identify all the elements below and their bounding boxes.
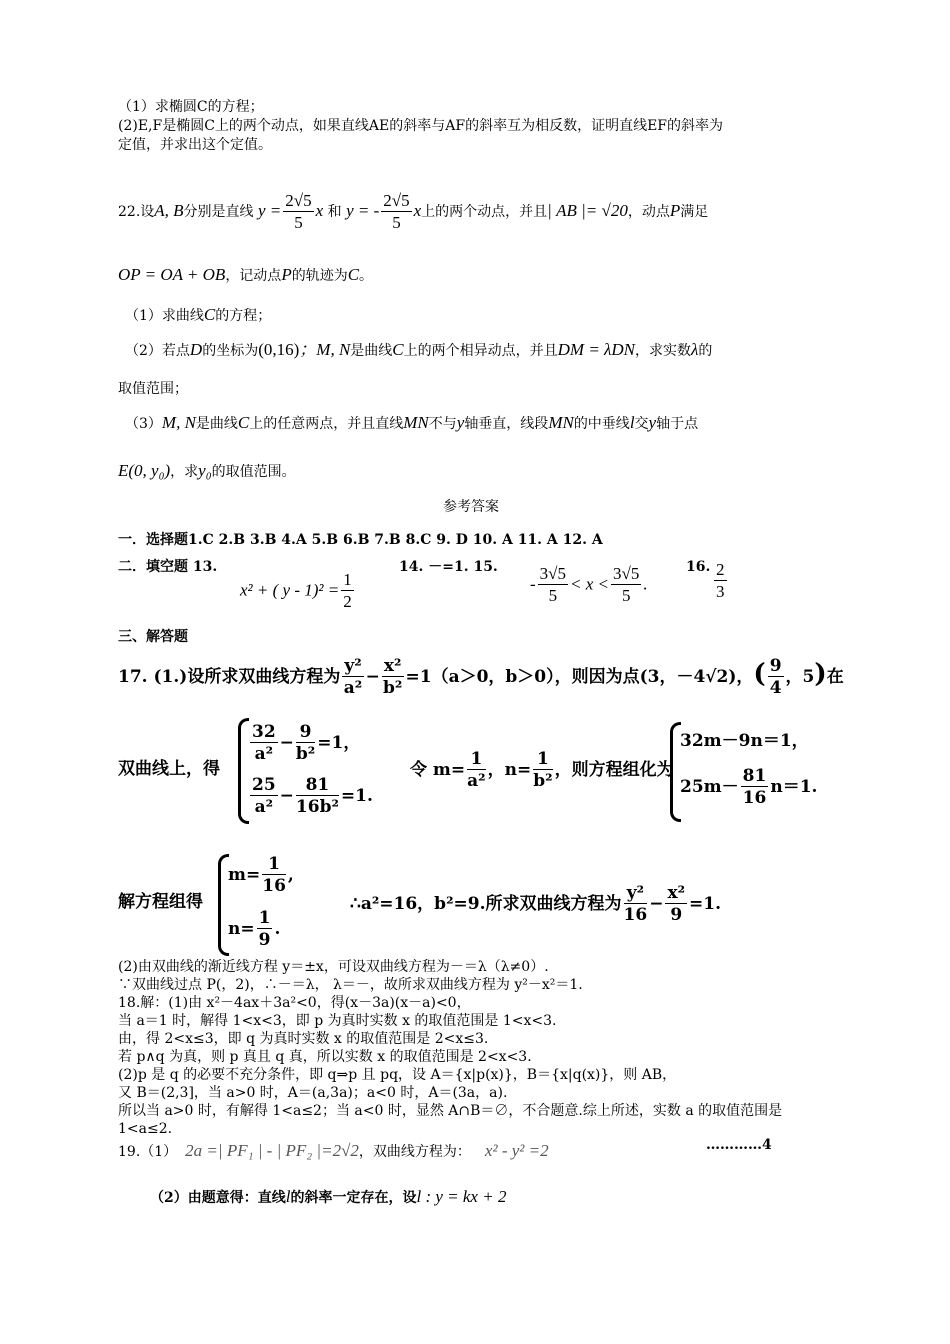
q19-eq1: 2a =| PF₁ | - | PF₂ |=2√2 <box>185 1141 359 1160</box>
a15-ineq: - $\frac{3√5}{5}$ < x < $\frac{3√5}{5}$ . <box>530 564 648 605</box>
q22-frac1: $\frac{2√5}{5}$ <box>285 190 312 232</box>
system2-row1: 32m－9n＝1， <box>680 731 809 751</box>
q22-t5: 满足 <box>680 204 709 220</box>
q22-label: 22.设 <box>118 204 155 220</box>
q21-part2-line2: 定值，并求出这个定值。 <box>118 137 272 153</box>
answers-title: 参考答案 <box>443 499 499 515</box>
q18-line4: 若 p∧q 为真，则 p 真且 q 真，所以实数 x 的取值范围是 2<x<3. <box>118 1049 532 1065</box>
q18-line1: 18.解：(1)由 x²－4ax＋3a²<0，得(x－3a)(x－a)<0， <box>118 995 471 1011</box>
a13-eq: x² + ( y - 1)² = $\frac{1}{2}$ <box>240 570 352 611</box>
q22-part2-end: 取值范围； <box>118 381 188 397</box>
q22-d-coord: (0,16) <box>258 340 300 359</box>
solve-label: 三、解答题 <box>118 629 188 645</box>
q22-dm-eq: DM = λDN <box>557 340 636 359</box>
q21-part1: （1）求椭圆C的方程； <box>118 99 264 115</box>
q21-part2-line1: (2)E,F是椭圆C上的两个动点，如果直线AE的斜率与AF的斜率互为相反数，证明直线EF的斜率为 <box>118 118 724 134</box>
document-page: （1）求椭圆C的方程； (2)E,F是椭圆C上的两个动点，如果直线AE的斜率与AF的斜率互为相反数，证明直线EF的斜率为 定值，并求出这个定值。 22.设A, B分别是直线 y = $\frac{2√5}{5}$ x 和 y = - $\frac{2√5}{5}$ x上的两个动点，并且| AB |= √20，动点P满足 OP = OA + OB，记动点P的轨迹为C。 （1）求曲线C的方程； （2）若点D的坐标为(0,16)；M, N是曲线C上的两个相异动点，并且DM = λDN，求实数λ的 取值范围； （3）M, N是曲线C上的任意两点，并且直线MN不与y轴垂直，线段MN的中垂线l交y轴于点 E(0, y₀)，求y₀的取值范围。 参考答案 一．选择题1.C 2.B 3.B 4.A 5.B 6.B 7.B 8.C 9. D 10. A 11. A 12. A 二．填空题 13. x² + ( y - 1)² = $\frac{1}{2}$ 14. －=1. 15. - $\frac{3√5}{5}$ < x < $\frac{3√5}{5}$ . 16. $\frac{2}{3}$ 三、解答题 17. (1.)设所求双曲线方程为 $\frac{\text{y²}}{\text{a²}}$ − $\frac{\text{x²}}{\text{b²}}$ =1（a＞0，b＞0），则因为点(3，－4√2)，( $\frac{9}{4}$ ，5)在 双曲线上，得 $\frac{32}{\text{a²}}$ − $\frac{9}{\text{b²}}$ =1， $\frac{25}{\text{a²}}$ − $\frac{81}{\text{16b²}}$ =1. 令 m= $\frac{1}{\text{a²}}$ ，n= $\frac{1}{\text{b²}}$ ，则方程组化为 32m－9n＝1， 25m－ $\frac{81}{16}$ n＝1. 解方程组得 m= $\frac{1}{16}$ , n= $\frac{1}{9}$ . ∴a²=16，b²=9.所求双曲线方程为 $\frac{\text{y²}}{16}$ − $\frac{\text{x²}}{9}$ =1. (2)由双曲线的渐近线方程 y＝±x，可设双曲线方程为－＝λ（λ≠0）. ∵双曲线过点 P(，2)，∴－＝λ， λ＝－，故所求双曲线方程为 y²－x²＝1. 18.解：(1)由 x²－4ax＋3a²<0，得(x－3a)(x－a)<0， 当 a＝1 时，解得 1<x<3，即 p 为真时实数 x 的取值范围是 1<x<3. 由，得 2<x≤3，即 q 为真时实数 x 的取值范围是 2<x≤3. 若 p∧q 为真，则 p 真且 q 真，所以实数 x 的取值范围是 2<x<3. (2)p 是 q 的必要不充分条件，即 q⇒p 且 pq，设 A＝{x|p(x)}，B＝{x|q(x)}，则 AB， 又 B＝(2,3]，当 a>0 时，A＝(a,3a)；a<0 时，A＝(3a，a). 所以当 a>0 时，有解得 1<a≤2；当 a<0 时，显然 A∩B＝∅，不合题意.综上所述，实数 a 的取值范围是 1<a≤2. 19.（1） 2a =| PF₁ | - | PF₂ |=2√2，双曲线方程为： x² - y² =2 …………4 （2）由题意得：直线l的斜率一定存在，设l : y = kx + 2 <box>0 0 950 1344</box>
q19-part2: （2）由题意得：直线l的斜率一定存在，设l : y = kx + 2 <box>150 1187 507 1206</box>
q17-line1: 17. (1.)设所求双曲线方程为 $\frac{\text{y²}}{\text{a²}}$ − $\frac{\text{x²}}{\text{b²}}$ =1（a＞0，b＞0），则因为点(3，－4√2)，( $\frac{9}{4}$ ，5)在 <box>118 656 844 698</box>
q22-e-point: E(0, y₀) <box>118 461 171 480</box>
system2-row2: 25m－ $\frac{81}{16}$ n＝1. <box>680 766 818 808</box>
mc-answers: 一．选择题1.C 2.B 3.B 4.A 5.B 6.B 7.B 8.C 9. D 10. A 11. A 12. A <box>118 532 603 548</box>
q22-frac2: $\frac{2√5}{5}$ <box>383 190 410 232</box>
q17-solve: 解方程组得 <box>118 892 203 912</box>
q19-part1: 19.（1） 2a =| PF₁ | - | PF₂ |=2√2，双曲线方程为： x² - y² =2 <box>118 1141 549 1160</box>
q22-t4: ，动点 <box>627 204 670 220</box>
q17-part2-line2: ∵双曲线过点 P(，2)，∴－＝λ， λ＝－，故所求双曲线方程为 y²－x²＝1. <box>118 977 583 993</box>
system3-row2: n= $\frac{1}{9}$ . <box>228 908 281 950</box>
q19-score: …………4 <box>706 1137 772 1153</box>
system1-row2: $\frac{25}{\text{a²}}$ − $\frac{81}{\text{16b²}}$ =1. <box>252 775 373 817</box>
q22-t2: 和 <box>327 204 342 220</box>
q22-line1: 22.设A, B分别是直线 y = $\frac{2√5}{5}$ x 和 y = - $\frac{2√5}{5}$ x上的两个动点，并且| AB |= √20，动点P满足 <box>118 190 709 232</box>
a16-frac: $\frac{2}{3}$ <box>716 560 725 601</box>
q18-line8: 1<a≤2. <box>118 1121 173 1137</box>
q18-line2: 当 a＝1 时，解得 1<x<3，即 p 为真时实数 x 的取值范围是 1<x<3. <box>118 1013 557 1029</box>
q18-line6: 又 B＝(2,3]，当 a>0 时，A＝(a,3a)；a<0 时，A＝(3a，a). <box>118 1085 508 1101</box>
q17-result: ∴a²=16，b²=9.所求双曲线方程为 $\frac{\text{y²}}{16}$ − $\frac{\text{x²}}{9}$ =1. <box>350 883 722 925</box>
q17-on-hyperbola: 双曲线上，得 <box>118 759 220 779</box>
q22-line2-lhs: y = - <box>346 201 380 220</box>
q22-part2: （2）若点D的坐标为(0,16)；M, N是曲线C上的两个相异动点，并且DM = λDN，求实数λ的 <box>125 340 713 359</box>
q17-part2-line1: (2)由双曲线的渐近线方程 y＝±x，可设双曲线方程为－＝λ（λ≠0）. <box>118 959 549 975</box>
q18-line3: 由，得 2<x≤3，即 q 为真时实数 x 的取值范围是 2<x≤3. <box>118 1031 489 1047</box>
q22-t1: 分别是直线 <box>183 204 254 220</box>
q22-op-eq: OP = OA + OB <box>118 265 226 284</box>
q22-line1-lhs: y = <box>258 201 282 220</box>
q18-line7: 所以当 a>0 时，有解得 1<a≤2；当 a<0 时，显然 A∩B＝∅，不合题意.综上所述，实数 a 的取值范围是 <box>118 1103 783 1119</box>
q19-line-eq: l : y = kx + 2 <box>416 1187 507 1206</box>
q22-ab-len: | AB |= √20 <box>547 201 628 220</box>
q22-part3: （3）M, N是曲线C上的任意两点，并且直线MN不与y轴垂直，线段MN的中垂线l交y轴于点 <box>125 413 699 432</box>
system3-row1: m= $\frac{1}{16}$ , <box>228 854 294 896</box>
q22-ab: A, B <box>154 201 184 220</box>
q22-part3-end: E(0, y₀)，求y₀的取值范围。 <box>118 461 296 480</box>
q19-eq2: x² - y² =2 <box>484 1141 549 1160</box>
q18-line5: (2)p 是 q 的必要不充分条件，即 q⇒p 且 pq，设 A＝{x|p(x)}，B＝{x|q(x)}，则 AB， <box>118 1067 677 1083</box>
q22-line2: OP = OA + OB，记动点P的轨迹为C。 <box>118 265 374 284</box>
system1-row1: $\frac{32}{\text{a²}}$ − $\frac{9}{\text{b²}}$ =1， <box>252 722 361 764</box>
q17-substitution: 令 m= $\frac{1}{\text{a²}}$ ，n= $\frac{1}{\text{b²}}$ ，则方程组化为 <box>410 749 674 791</box>
q22-part1: （1）求曲线C的方程； <box>125 305 272 324</box>
q22-t3: 上的两个动点，并且 <box>421 204 548 220</box>
